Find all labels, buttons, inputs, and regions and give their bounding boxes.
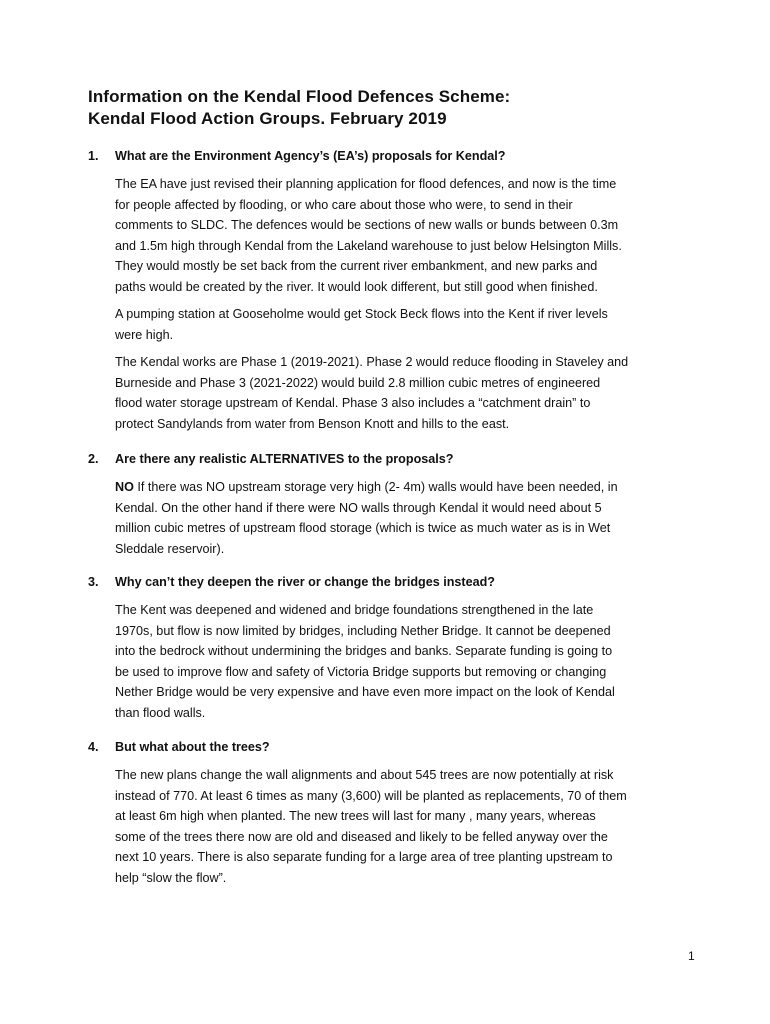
section-number: 3. [88,575,99,589]
text-line: instead of 770. At least 6 times as many (3,600) will be planted as replacements, 70 of them [115,788,627,803]
section-heading [88,148,698,164]
paragraph [115,304,698,345]
title-line-1: Information on the Kendal Flood Defences Scheme: [88,87,511,106]
text-line: into the bedrock without undermining the bridges and banks. Separate funding is going to [115,644,613,658]
text-line: at least 6m high when planted. The new trees will last for many , many years, whereas [115,809,596,823]
text-line: and 1.5m high through Kendal from the Lakeland warehouse to just below Helsington Mills. [115,238,622,253]
text-line: comments to SLDC. The defences would be sections of new walls or bunds between 0.3m [115,218,619,232]
text-line: Sleddale reservoir). [115,541,225,556]
text-line: were high. [115,327,174,342]
text-line: be used to improve flow and safety of Victoria Bridge supports but removing or changing [115,664,607,679]
text-line: They would mostly be set back from the current river embankment, and new parks and [115,259,598,273]
text-line [115,477,698,498]
text-line-rest: If there was NO upstream storage very high (2- 4m) walls would have been needed, in [133,480,618,494]
section-question: Are there any realistic ALTERNATIVES to the proposals? [115,452,454,466]
paragraph [115,352,698,434]
text-line: The Kent was deepened and widened and bridge foundations strengthened in the late [115,603,594,617]
text-line: some of the trees there now are old and diseased and likely to be felled anyway over the [115,829,608,844]
section-4 [88,739,698,888]
section-2 [88,451,698,559]
emphasis-no: NO [115,480,134,494]
section-number: 2. [88,452,99,466]
section-question: What are the Environment Agency’s (EA’s) proposals for Kendal? [115,149,506,163]
text-line: A pumping station at Gooseholme would get Stock Beck flows into the Kent if river levels [115,307,608,321]
text-line: 1970s, but flow is now limited by bridges, including Nether Bridge. It cannot be deepened [115,623,611,638]
text-line: Nether Bridge would be very expensive and have even more impact on the look of Kendal [115,685,615,699]
paragraph [115,477,698,559]
text-line: Burneside and Phase 3 (2021-2022) would build 2.8 million cubic metres of engineered [115,375,601,390]
text-line: paths would be created by the river. It would look different, but still good when finished. [115,279,598,294]
paragraph [115,765,698,888]
section-heading [88,451,698,467]
section-number: 1. [88,149,99,163]
text-line: help “slow the flow”. [115,870,227,885]
text-line: than flood walls. [115,705,206,720]
text-line: next 10 years. There is also separate funding for a large area of tree planting upstream to [115,850,613,864]
page-number: 1 [688,949,695,963]
text-line: million cubic metres of upstream flood storage (which is twice as much water as is in Wet [115,521,611,535]
section-3 [88,574,698,723]
section-number: 4. [88,740,99,754]
title-line-2: Kendal Flood Action Groups. February 2019 [88,109,447,128]
section-heading [88,574,698,590]
text-line: Kendal. On the other hand if there were NO walls through Kendal it would need about 5 [115,500,602,515]
section-1 [88,148,698,434]
paragraph [115,600,698,723]
section-heading [88,739,698,755]
section-question: But what about the trees? [115,740,270,754]
document-title [88,86,510,130]
paragraph [115,174,698,297]
text-line: flood water storage upstream of Kendal. Phase 3 also includes a “catchment drain” to [115,396,591,410]
text-line: The Kendal works are Phase 1 (2019-2021). Phase 2 would reduce flooding in Staveley and [115,355,629,369]
text-line: The EA have just revised their planning application for flood defences, and now is the time [115,177,617,191]
text-line: for people affected by flooding, or who care about those who were, to send in their [115,197,573,212]
section-question: Why can’t they deepen the river or change the bridges instead? [115,575,495,589]
text-line: protect Sandylands from water from Benson Knott and hills to the east. [115,416,510,431]
text-line: The new plans change the wall alignments and about 545 trees are now potentially at risk [115,768,614,782]
